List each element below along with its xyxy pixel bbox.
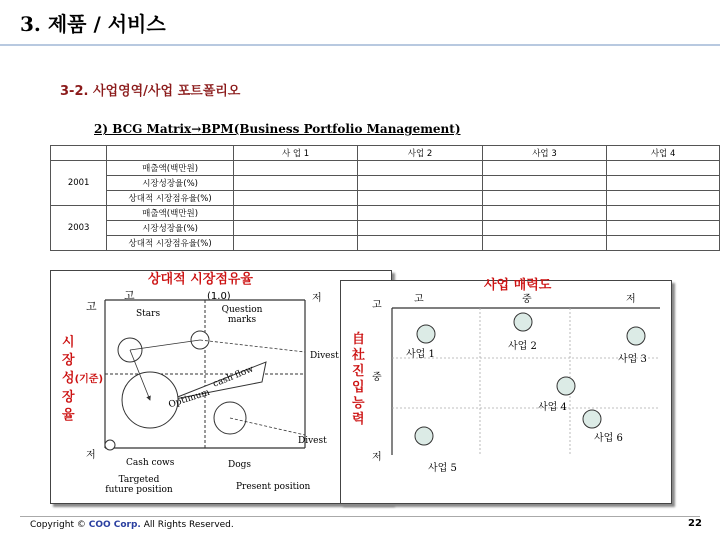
attract-left-mid: 중: [372, 372, 382, 383]
table-row: [51, 206, 720, 221]
column-header: 사업 2: [358, 146, 482, 161]
business-6-label: 사업 6: [594, 433, 623, 444]
business-4-label: 사업 4: [538, 402, 567, 413]
divest-right-label: Divest: [310, 351, 339, 361]
title-divider: [0, 44, 720, 46]
arrow-icon: →: [191, 122, 202, 136]
attract-left-high: 고: [372, 300, 382, 311]
metric-cell: 시장성장율(%): [107, 221, 234, 236]
year-cell: 2003: [51, 206, 107, 251]
business-3-bubble: [627, 327, 645, 345]
optimum-label: Optimum: [167, 387, 212, 411]
business-data-table: [50, 145, 720, 251]
bcg-panel-heading: 상대적 시장점유율: [148, 272, 253, 287]
cash-cows-label: Cash cows: [126, 458, 175, 468]
business-2-label: 사업 2: [508, 341, 537, 352]
business-2-bubble: [514, 313, 532, 331]
business-1-label: 사업 1: [406, 349, 435, 360]
present-position-label: Present position: [236, 482, 311, 492]
table-row: [51, 236, 720, 251]
attract-top-low: 저: [626, 294, 636, 305]
bcg-left-high: 고: [86, 300, 97, 313]
business-5-bubble: [415, 427, 433, 445]
table-row: [51, 161, 720, 176]
cash-flow-label: cash flow: [211, 364, 256, 390]
metric-cell: 상대적 시장점유율(%): [107, 236, 234, 251]
attract-panel-heading: 사업 매력도: [484, 278, 552, 293]
bcg-heading-label: 2) BCG Matrix: [94, 122, 192, 136]
business-5-label: 사업 5: [428, 463, 457, 474]
table-row: [51, 221, 720, 236]
metric-cell: 시장성장율(%): [107, 176, 234, 191]
year-cell: 2001: [51, 161, 107, 206]
bcg-left-low: 저: [86, 450, 96, 461]
small-bubble: [105, 440, 115, 450]
metric-cell: 상대적 시장점유율(%): [107, 191, 234, 206]
targeted-position-label: Targeted future position: [105, 475, 173, 495]
table-row: [51, 191, 720, 206]
metric-cell: 매출액(백만원): [107, 206, 234, 221]
bcg-top-high: 고: [124, 289, 135, 302]
attract-top-high: 고: [414, 294, 424, 305]
bcg-center-value: (1.0): [207, 291, 231, 302]
section-subtitle: 3-2. 사업영역/사업 포트폴리오: [60, 84, 241, 99]
column-header: 사업 4: [607, 146, 720, 161]
dogs-label: Dogs: [228, 460, 252, 470]
column-header: 사업 3: [482, 146, 606, 161]
business-6-bubble: [583, 410, 601, 428]
bcg-vertical-label: 시 장 성(기준) 장 율: [62, 335, 104, 423]
attract-vertical-label: 自 社 진 입 능 력: [352, 332, 366, 427]
stars-label: Stars: [136, 309, 161, 319]
attractiveness-graphic: [340, 280, 670, 502]
business-4-bubble: [557, 377, 575, 395]
table-row: [51, 176, 720, 191]
footer-divider: [20, 516, 700, 517]
question-marks-label: Question marks: [221, 305, 263, 325]
page-number: 22: [688, 518, 702, 529]
divest-bottom-label: Divest: [298, 436, 327, 446]
attract-top-mid: 중: [522, 294, 532, 305]
bcg-heading: [94, 122, 461, 136]
page-title: 3. 제품 / 서비스: [20, 12, 166, 36]
business-3-label: 사업 3: [618, 354, 647, 365]
metric-cell: 매출액(백만원): [107, 161, 234, 176]
table-header-row: [51, 146, 720, 161]
company-name: COO Corp.: [88, 520, 141, 530]
column-header: 사 업 1: [233, 146, 357, 161]
copyright: Copyright © COO Corp. All Rights Reserved.: [30, 520, 234, 530]
attract-left-low: 저: [372, 452, 382, 463]
question-to-divest-arrow: [200, 340, 305, 352]
business-1-bubble: [417, 325, 435, 343]
bcg-heading-suffix: BPM(Business Portfolio Management): [201, 122, 461, 136]
bcg-top-low: 저: [312, 293, 322, 304]
